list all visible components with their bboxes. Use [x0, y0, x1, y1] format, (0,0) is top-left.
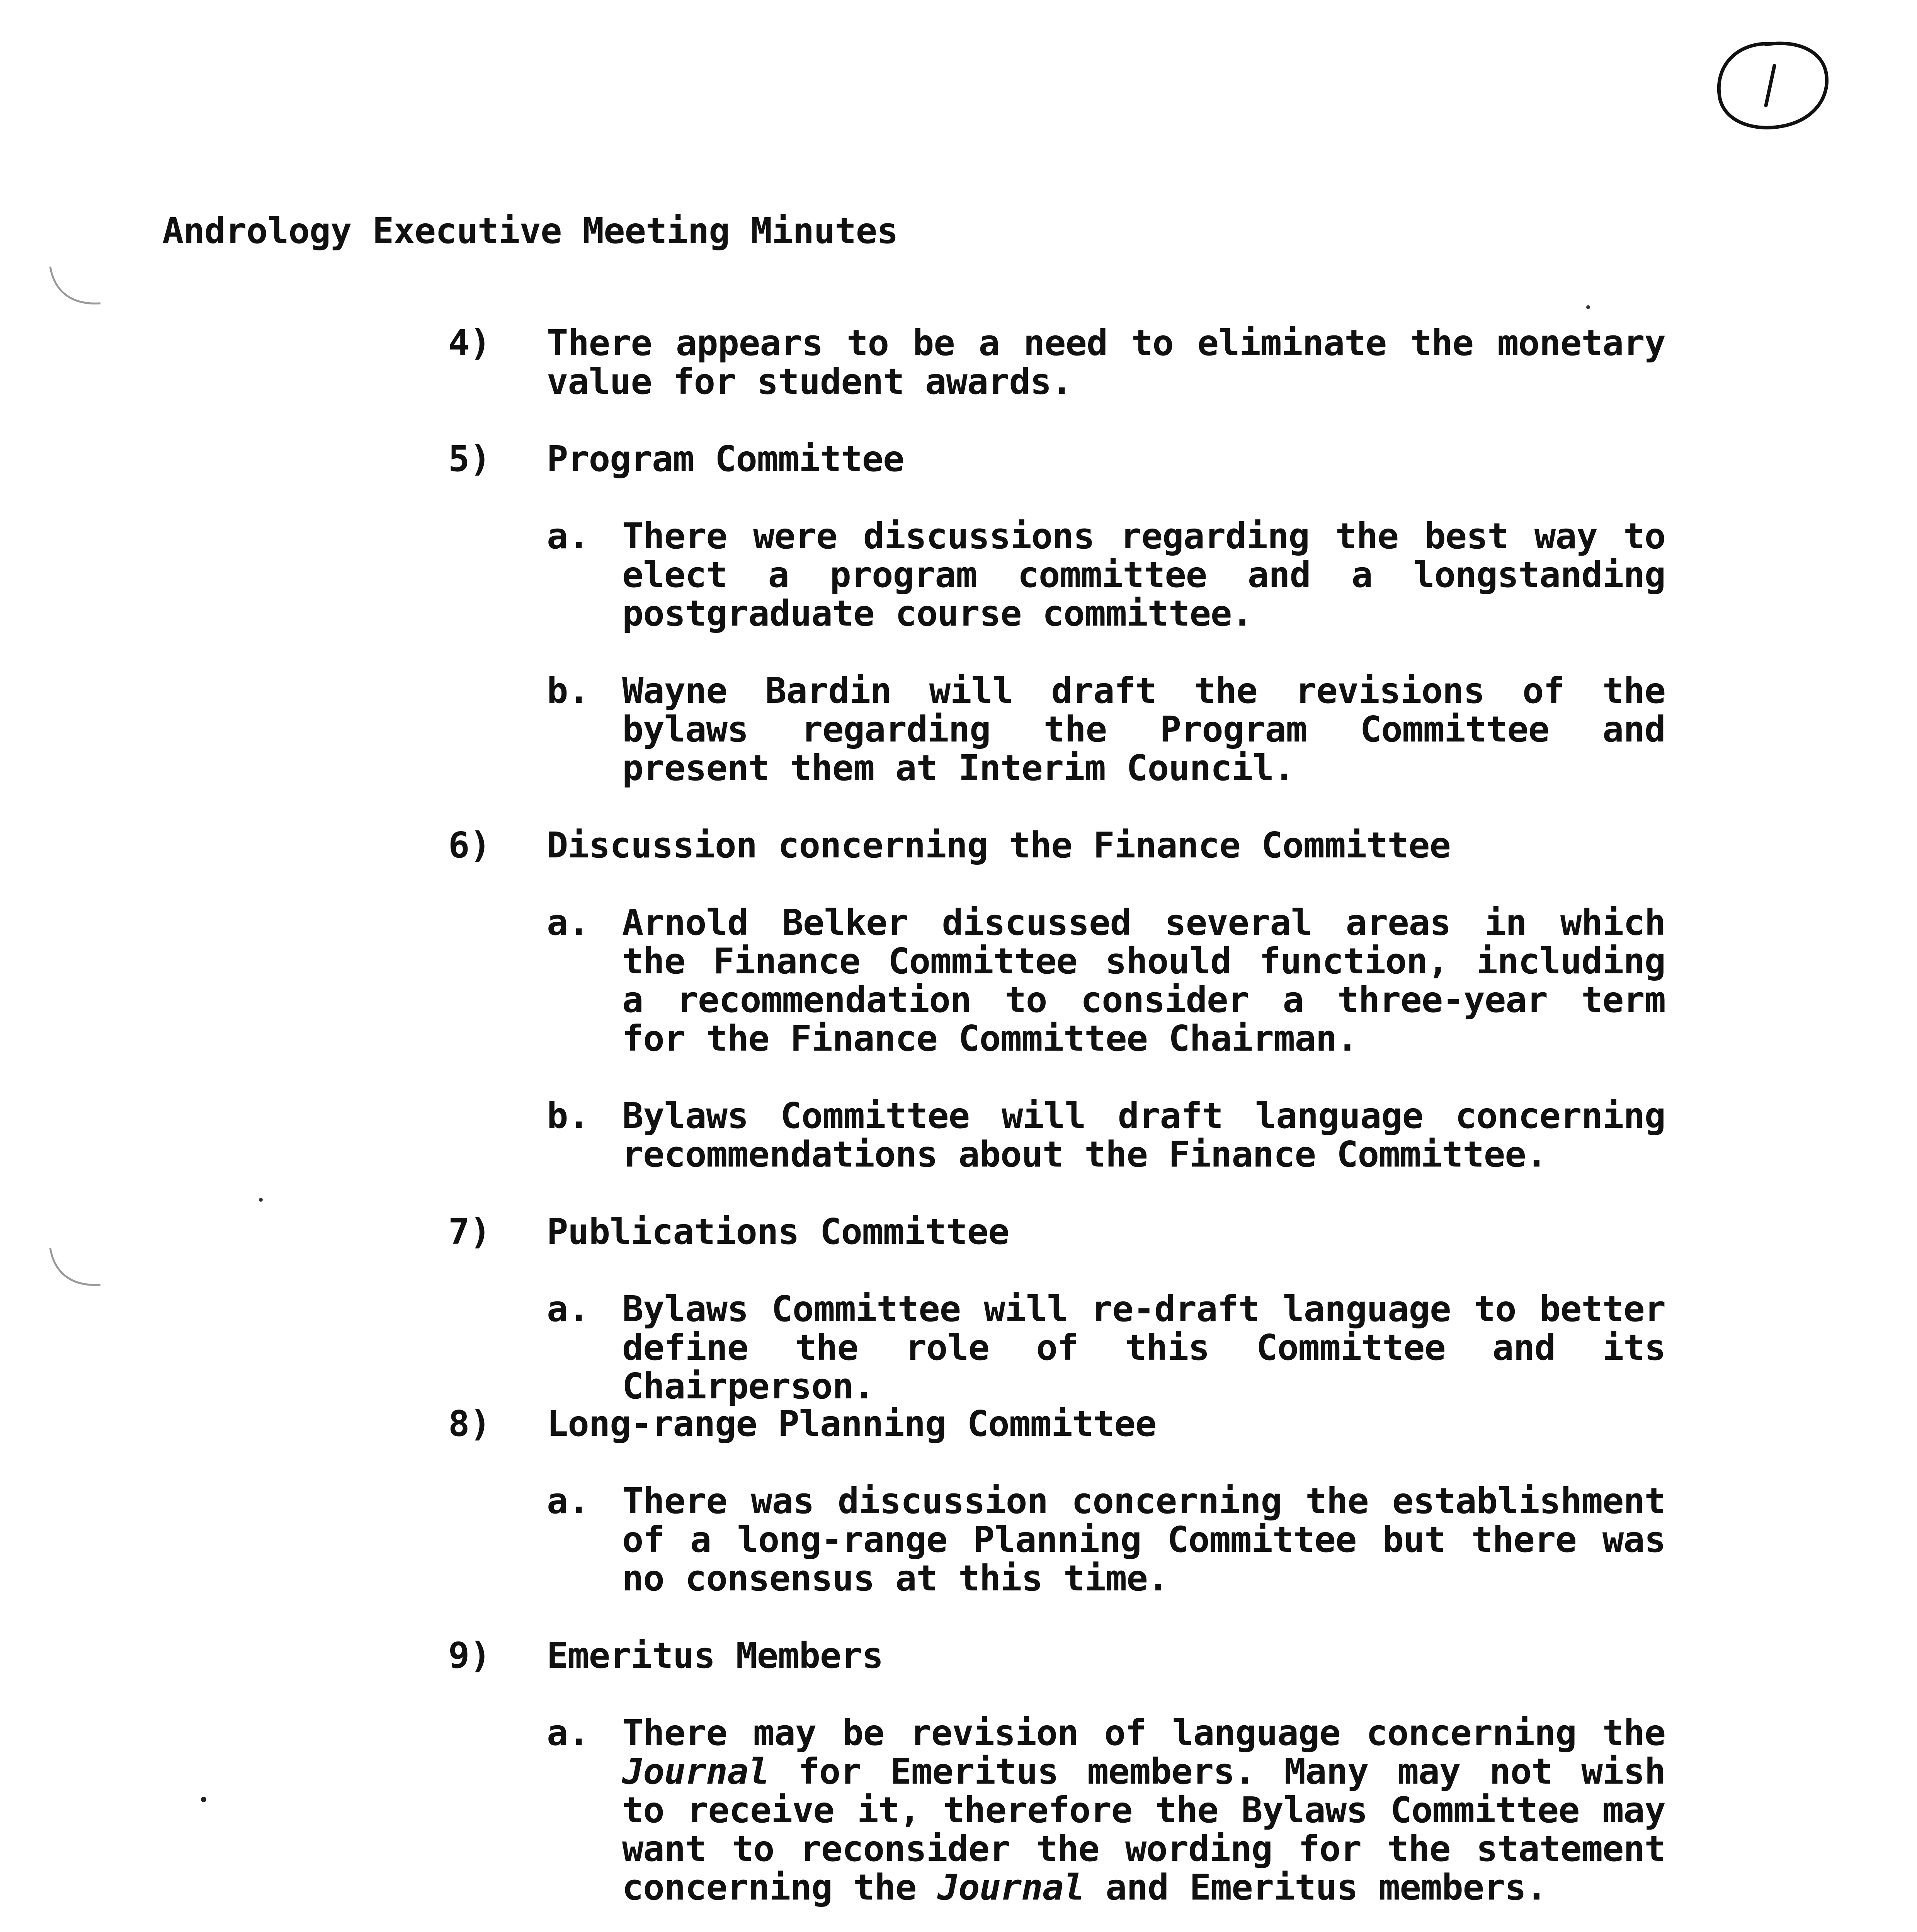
item-5b-text: Wayne Bardin will draft the revisions of the bylaws regarding the Program Committee and present them at Interim Council.: [622, 670, 1665, 789]
item-9a-part3: and Emeritus members.: [1105, 1867, 1547, 1908]
scan-speck: [201, 1797, 206, 1802]
journal-title-2: Journal: [937, 1867, 1085, 1908]
item-9-marker: 9): [448, 1635, 491, 1676]
item-6b-text: Bylaws Committee will draft language concerning recommendations about the Finance Committee.: [622, 1095, 1665, 1175]
item-6a-marker: a.: [547, 902, 590, 943]
scan-speck: [1586, 305, 1590, 309]
item-7a-marker: a.: [547, 1288, 590, 1330]
item-4-text: There appears to be a need to eliminate the monetary value for student awards.: [547, 322, 1665, 402]
item-9a-text: [622, 1714, 1665, 1907]
item-4-marker: 4): [448, 322, 491, 364]
item-9a-part2: for Emeritus members. Many may not wish to receive it, therefore the Bylaws Committee may want to reconsider the wording for the statement concerning the: [622, 1751, 1665, 1908]
item-6-marker: 6): [448, 825, 491, 866]
item-9-heading: Emeritus Members: [547, 1635, 883, 1676]
item-6-heading: Discussion concerning the Finance Committee: [547, 825, 1451, 866]
item-7a-text: Bylaws Committee will re-draft language to better define the role of this Committee and its Chairperson.: [622, 1288, 1665, 1407]
item-8-heading: Long-range Planning Committee: [547, 1403, 1157, 1444]
item-7-marker: 7): [448, 1211, 491, 1252]
handwritten-circled-number: [1708, 33, 1835, 137]
item-5a-text: There were discussions regarding the best way to elect a program committee and a longstanding postgraduate course committee.: [622, 515, 1665, 634]
item-9a-marker: a.: [547, 1712, 590, 1753]
scan-artifact-hole: [43, 1244, 108, 1298]
item-9a-part1: There may be revision of language concerning the: [622, 1712, 1665, 1753]
journal-title-1: Journal: [622, 1751, 769, 1792]
item-5-marker: 5): [448, 438, 491, 480]
item-5-heading: Program Committee: [547, 438, 904, 480]
item-8a-text: There was discussion concerning the establishment of a long-range Planning Committee but there was no consensus at this time.: [622, 1480, 1665, 1599]
page-title: Andrology Executive Meeting Minutes: [162, 210, 898, 252]
item-5a-marker: a.: [547, 515, 590, 557]
item-6a-text: Arnold Belker discussed several areas in which the Finance Committee should function, including a recommendation to consider a three-year term for the Finance Committee Chairman.: [622, 902, 1665, 1059]
item-6b-marker: b.: [547, 1095, 590, 1136]
item-8a-marker: a.: [547, 1480, 590, 1522]
scan-speck: [259, 1198, 263, 1202]
scan-artifact-hole: [43, 263, 108, 317]
item-8-marker: 8): [448, 1403, 491, 1444]
item-5b-marker: b.: [547, 670, 590, 711]
item-7-heading: Publications Committee: [547, 1211, 1009, 1252]
